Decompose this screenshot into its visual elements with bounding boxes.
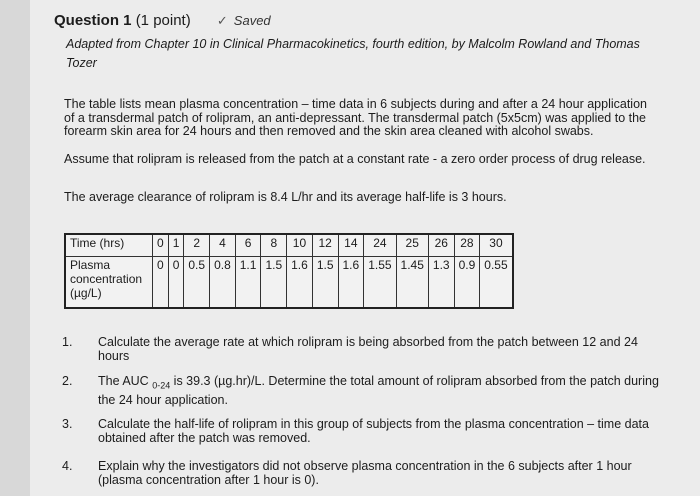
concentration-cell: 0.8 bbox=[210, 257, 236, 309]
time-row bbox=[65, 234, 513, 257]
time-cell: 24 bbox=[364, 234, 396, 257]
item-text: Explain why the investigators did not observe plasma concentration in the 6 subjects after 1 hour (plasma concentration after 1 hour is 0). bbox=[98, 458, 632, 487]
intro-paragraph: The table lists mean plasma concentration – time data in 6 subjects during and after a 24 hour application of a transdermal patch of rolipram, an anti-depressant. The transdermal patch (5x5cm) was applied to the forearm skin area for 24 hours and then removed and the skin area cleaned with alcohol swabs. bbox=[64, 97, 647, 138]
concentration-cell: 0 bbox=[168, 257, 184, 309]
concentration-cell: 1.45 bbox=[396, 257, 428, 309]
question-header bbox=[54, 12, 271, 29]
item-number: 3. bbox=[62, 416, 73, 431]
saved-label: Saved bbox=[233, 13, 271, 28]
time-cell: 6 bbox=[235, 234, 261, 257]
concentration-table bbox=[64, 233, 514, 309]
list-item bbox=[56, 335, 666, 363]
concentration-cell: 1.1 bbox=[235, 257, 261, 309]
concentration-cell: 1.3 bbox=[428, 257, 454, 309]
time-row-label: Time (hrs) bbox=[65, 234, 153, 257]
item-text-pre: The AUC bbox=[98, 374, 153, 388]
time-cell: 1 bbox=[168, 234, 184, 257]
time-cell: 30 bbox=[480, 234, 513, 257]
list-item bbox=[56, 417, 666, 445]
question-title: Question 1 bbox=[54, 12, 132, 29]
time-cell: 4 bbox=[210, 234, 236, 257]
time-cell: 8 bbox=[261, 234, 287, 257]
time-cell: 12 bbox=[312, 234, 338, 257]
item-text-post: is 39.3 (µg.hr)/L. Determine the total amount of rolipram absorbed from the patch during the 24 hour application. bbox=[98, 374, 659, 407]
concentration-cell: 1.5 bbox=[261, 257, 287, 309]
question-points: (1 point) bbox=[135, 12, 191, 29]
source-citation: Adapted from Chapter 10 in Clinical Pharmacokinetics, fourth edition, by Malcolm Rowland and Thomas Tozer bbox=[66, 37, 640, 70]
concentration-row bbox=[65, 257, 513, 309]
time-cell: 2 bbox=[184, 234, 210, 257]
concentration-cell: 1.6 bbox=[287, 257, 313, 309]
concentration-cell: 0.55 bbox=[480, 257, 513, 309]
checkmark-icon: ✓ bbox=[216, 13, 228, 28]
list-item bbox=[56, 374, 666, 407]
time-cell: 25 bbox=[396, 234, 428, 257]
assumption-paragraph: Assume that rolipram is released from the patch at a constant rate - a zero order process of drug release. bbox=[64, 152, 646, 166]
concentration-cell: 1.55 bbox=[364, 257, 396, 309]
list-item bbox=[56, 459, 666, 487]
concentration-cell: 0 bbox=[153, 257, 169, 309]
item-number: 2. bbox=[62, 374, 73, 388]
item-number: 1. bbox=[62, 335, 73, 349]
saved-status bbox=[217, 13, 271, 29]
time-cell: 0 bbox=[153, 234, 169, 257]
auc-subscript: 0-24 bbox=[152, 380, 171, 391]
concentration-cell: 1.5 bbox=[312, 257, 338, 309]
concentration-cell: 0.9 bbox=[454, 257, 480, 309]
time-cell: 10 bbox=[287, 234, 313, 257]
concentration-cell: 0.5 bbox=[184, 257, 210, 309]
clearance-paragraph: The average clearance of rolipram is 8.4 L/hr and its average half-life is 3 hours. bbox=[64, 190, 507, 204]
time-cell: 28 bbox=[454, 234, 480, 257]
concentration-cell: 1.6 bbox=[338, 257, 364, 309]
left-edge bbox=[0, 0, 30, 496]
time-cell: 14 bbox=[338, 234, 364, 257]
item-number: 4. bbox=[62, 458, 73, 473]
time-cell: 26 bbox=[428, 234, 454, 257]
item-text: Calculate the average rate at which rolipram is being absorbed from the patch between 12 and 24 hours bbox=[98, 335, 638, 363]
question-list bbox=[56, 335, 666, 487]
item-text: Calculate the half-life of rolipram in this group of subjects from the plasma concentration – time data obtained after the patch was removed. bbox=[98, 416, 649, 445]
concentration-row-label: Plasma concentration (µg/L) bbox=[65, 257, 153, 309]
